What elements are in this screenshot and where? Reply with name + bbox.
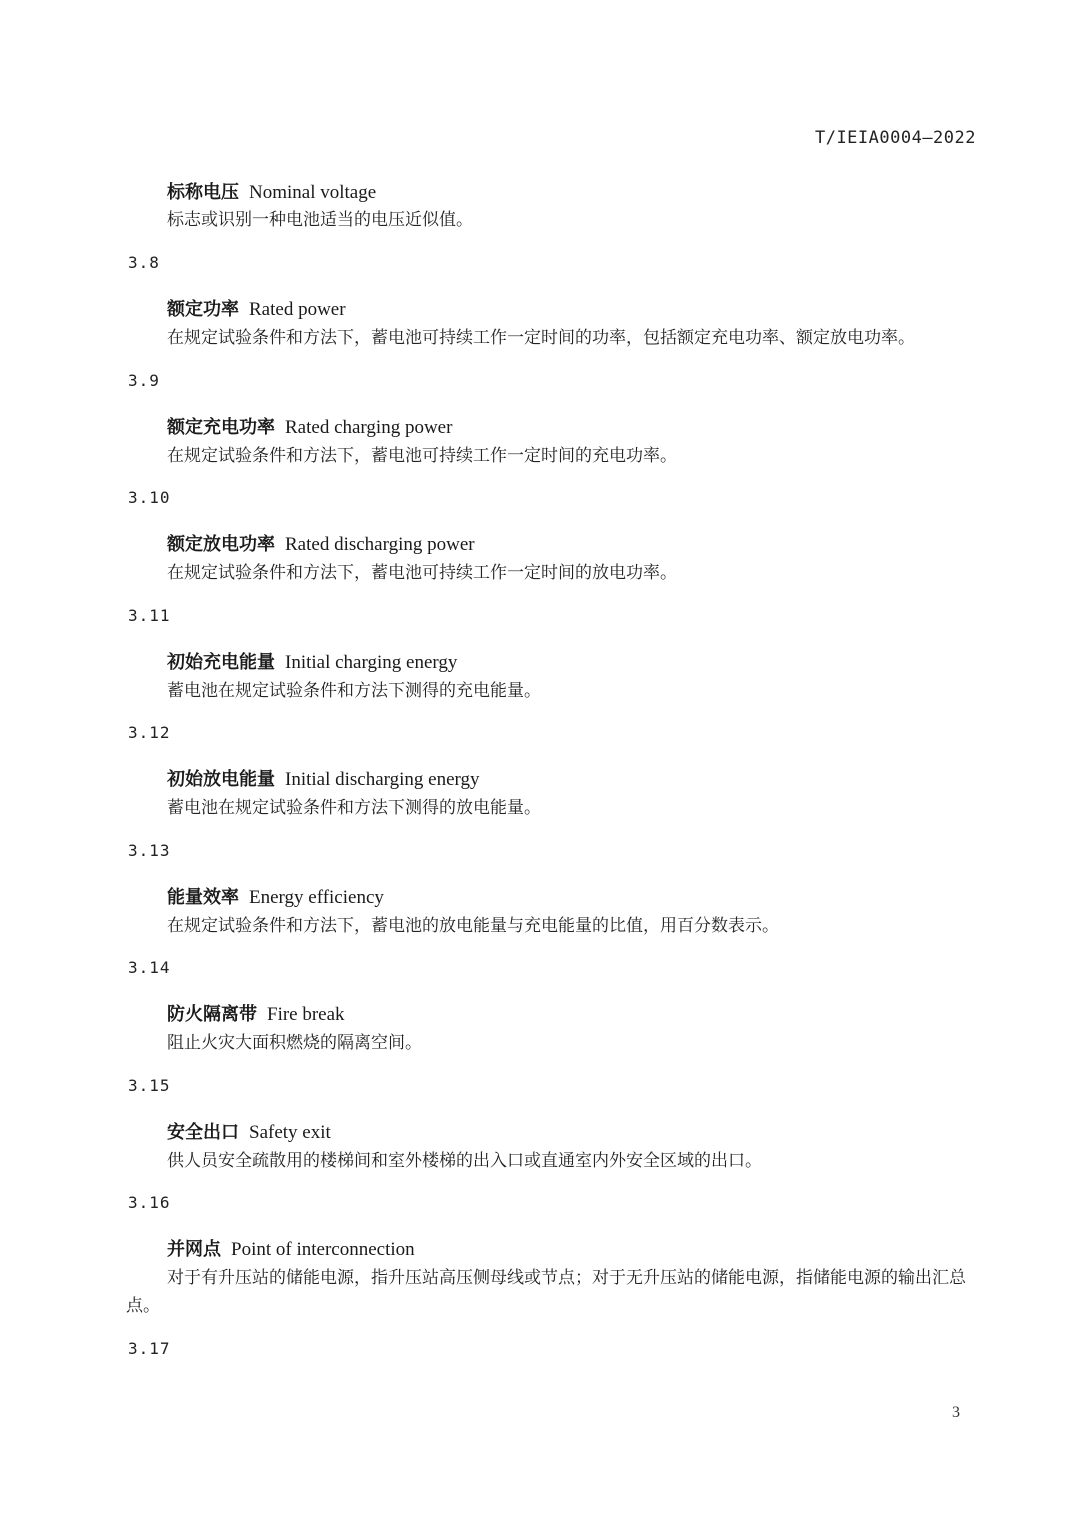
term-definition: 蓄电池在规定试验条件和方法下测得的充电能量。 bbox=[167, 681, 541, 701]
term-title-en: Initial discharging energy bbox=[285, 769, 480, 790]
term-title-en: Rated charging power bbox=[285, 417, 453, 438]
term-heading bbox=[167, 530, 475, 556]
term-title-en: Rated power bbox=[249, 299, 346, 320]
clause-number: 3.8 bbox=[128, 253, 160, 272]
clause-number: 3.10 bbox=[128, 488, 171, 507]
term-heading bbox=[167, 765, 480, 791]
term-title-zh: 并网点 bbox=[167, 1239, 221, 1260]
term-heading bbox=[167, 648, 457, 674]
term-title-en: Point of interconnection bbox=[231, 1239, 415, 1260]
term-heading bbox=[167, 1118, 331, 1144]
clause-number: 3.16 bbox=[128, 1193, 171, 1212]
term-title-zh: 安全出口 bbox=[167, 1122, 239, 1143]
term-heading bbox=[167, 1000, 345, 1026]
term-title-zh: 额定放电功率 bbox=[167, 534, 275, 555]
term-heading bbox=[167, 1235, 415, 1261]
clause-number: 3.13 bbox=[128, 841, 171, 860]
clause-number: 3.14 bbox=[128, 958, 171, 977]
term-title-zh: 初始放电能量 bbox=[167, 769, 275, 790]
clause-number: 3.15 bbox=[128, 1076, 171, 1095]
term-definition: 蓄电池在规定试验条件和方法下测得的放电能量。 bbox=[167, 798, 541, 818]
term-title-zh: 防火隔离带 bbox=[167, 1004, 257, 1025]
clause-number: 3.17 bbox=[128, 1339, 171, 1358]
term-definition: 在规定试验条件和方法下，蓄电池的放电能量与充电能量的比值，用百分数表示。 bbox=[167, 916, 779, 936]
term-heading bbox=[167, 413, 452, 439]
term-heading bbox=[167, 883, 384, 909]
term-definition: 在规定试验条件和方法下，蓄电池可持续工作一定时间的功率，包括额定充电功率、额定放电功率。 bbox=[167, 328, 915, 348]
clause-number: 3.11 bbox=[128, 606, 171, 625]
term-title-en: Rated discharging power bbox=[285, 534, 475, 555]
clause-number: 3.9 bbox=[128, 371, 160, 390]
term-title-en: Nominal voltage bbox=[249, 182, 377, 203]
term-definition: 在规定试验条件和方法下，蓄电池可持续工作一定时间的充电功率。 bbox=[167, 446, 677, 466]
term-title-en: Initial charging energy bbox=[285, 652, 458, 673]
term-definition: 阻止火灾大面积燃烧的隔离空间。 bbox=[167, 1033, 422, 1053]
term-title-en: Safety exit bbox=[249, 1122, 331, 1143]
term-title-zh: 额定功率 bbox=[167, 299, 239, 320]
term-definition: 供人员安全疏散用的楼梯间和室外楼梯的出入口或直通室内外安全区域的出口。 bbox=[167, 1151, 762, 1171]
term-heading bbox=[167, 295, 346, 321]
clause-number: 3.12 bbox=[128, 723, 171, 742]
term-title-zh: 初始充电能量 bbox=[167, 652, 275, 673]
term-title-zh: 能量效率 bbox=[167, 887, 239, 908]
term-definition: 在规定试验条件和方法下，蓄电池可持续工作一定时间的放电功率。 bbox=[167, 563, 677, 583]
term-title-zh: 额定充电功率 bbox=[167, 417, 275, 438]
term-definition: 标志或识别一种电池适当的电压近似值。 bbox=[167, 210, 473, 230]
term-heading bbox=[167, 178, 376, 204]
term-title-en: Energy efficiency bbox=[249, 887, 384, 908]
standard-code: T/IEIA0004—2022 bbox=[814, 128, 976, 148]
term-definition: 对于有升压站的储能电源，指升压站高压侧母线或节点；对于无升压站的储能电源，指储能电源的输出汇总点。 bbox=[126, 1268, 966, 1316]
term-title-en: Fire break bbox=[267, 1004, 345, 1025]
page-number: 3 bbox=[952, 1404, 960, 1421]
term-title-zh: 标称电压 bbox=[167, 182, 239, 203]
